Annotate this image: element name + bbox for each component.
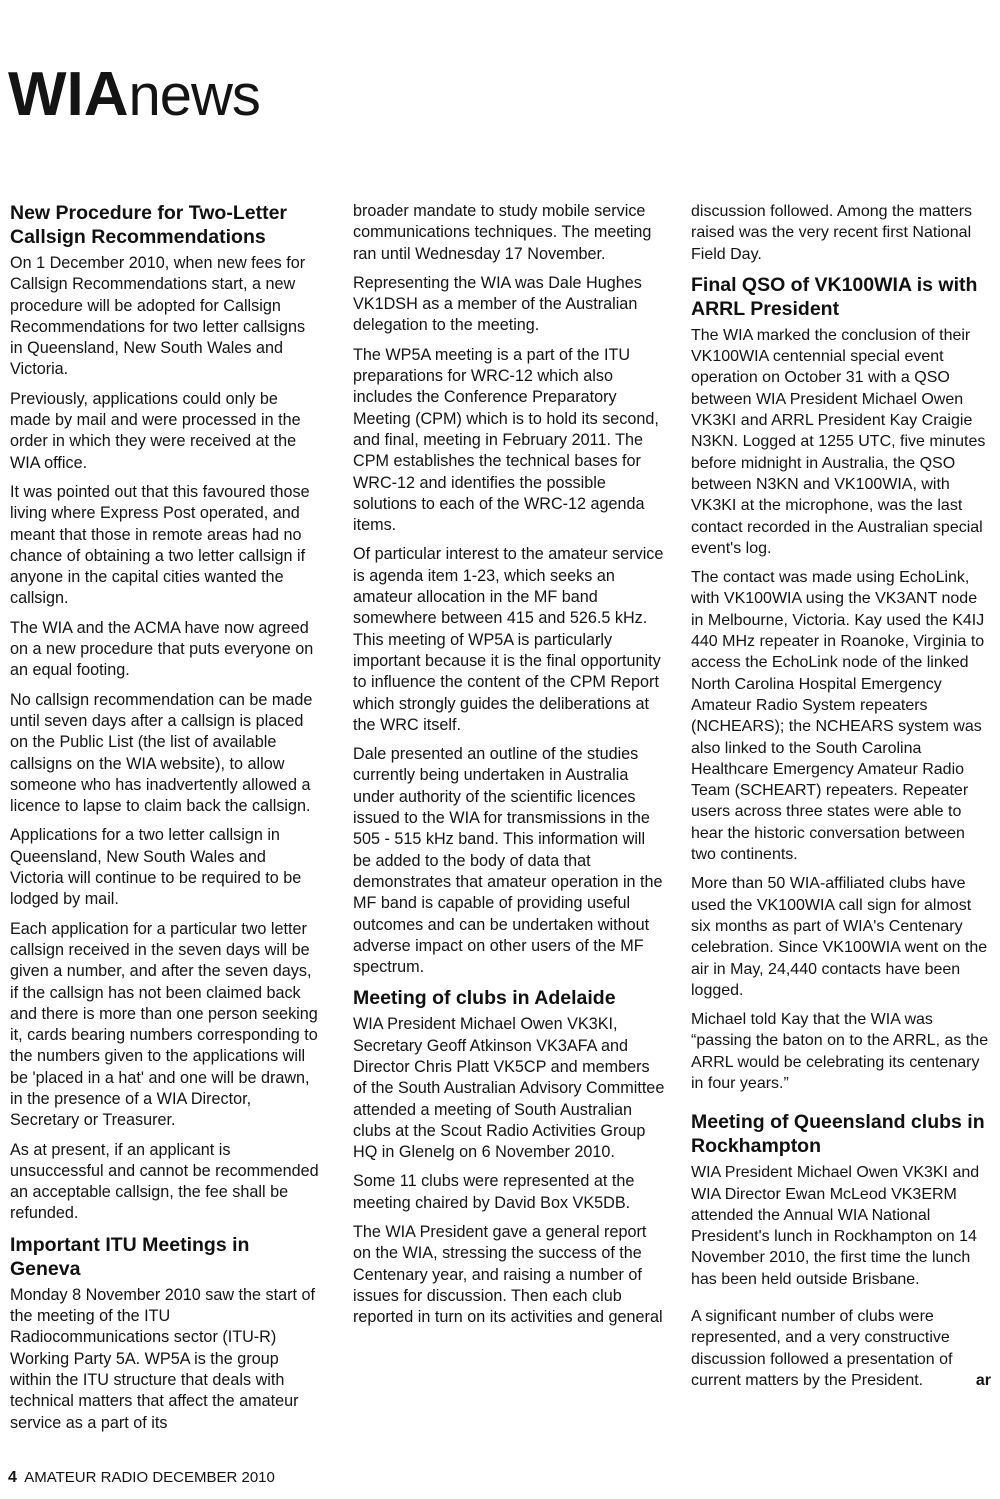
paragraph: The WIA President gave a general report on the WIA, stressing the success of the Centenary year, and raising a number of issues for discussion. Then each club reported in turn on its activities and general xyxy=(353,1223,663,1327)
paragraph: Of particular interest to the amateur service is agenda item 1-23, which seeks an amateur allocation in the MF band somewhere between 415 and 526.5 kHz. This meeting of WP5A is particularly important because it is the final opportunity to influence the content of the CPM Report which strongly guides the deliberations at the WRC itself. xyxy=(353,545,664,734)
paragraph: It was pointed out that this favoured those living where Express Post operated, and meant that those in remote areas had no chance of obtaining a two letter callsign if anyone in the capital cities wanted the callsign. xyxy=(10,482,310,608)
column-3 xyxy=(691,201,991,1399)
column-1 xyxy=(10,201,322,1442)
page-number: 4 xyxy=(8,1469,17,1486)
paragraph: discussion followed. Among the matters raised was the very recent first National Field Day. xyxy=(691,203,973,263)
paragraph: The WIA and the ACMA have now agreed on a new procedure that puts everyone on an equal footing. xyxy=(10,618,314,680)
article-heading: Meeting of Queensland clubs in Rockhampton xyxy=(691,1111,985,1158)
article-heading: Meeting of clubs in Adelaide xyxy=(353,987,616,1010)
footer-text: AMATEUR RADIO DECEMBER 2010 xyxy=(24,1469,275,1486)
paragraph-text: A significant number of clubs were represented, and a very constructive discussion followed a presentation of current matters by the President. xyxy=(691,1308,953,1389)
masthead-bold: WIA xyxy=(8,60,129,129)
paragraph-with-endmark xyxy=(691,1306,991,1391)
column-2 xyxy=(353,201,665,1337)
paragraph: More than 50 WIA-affiliated clubs have used the VK100WIA call sign for almost six months as part of WIA's Centenary celebration. Since VK100WIA went on the air in May, 24,440 contacts have been logged. xyxy=(691,875,988,999)
paragraph: The WP5A meeting is a part of the ITU preparations for WRC-12 which also includes the Conference Preparatory Meeting (CPM) which is to hold its second, and final, meeting in February 2011. The CPM establishes the technical bases for WRC-12 and identifies the possible solutions to each of the WRC-12 agenda items. xyxy=(353,345,659,535)
paragraph: Each application for a particular two letter callsign received in the seven days will be given a number, and after the seven days, if the callsign has not been claimed back and there is more than one person seeking it, cards bearing numbers corresponding to the numbers given to the applications will be 'placed in a hat' and one will be drawn, in the presence of a WIA Director, Secretary or Treasurer. xyxy=(10,919,318,1130)
paragraph: Dale presented an outline of the studies currently being undertaken in Australia under authority of the scientific licences issued to the WIA for transmissions in the 505 - 515 kHz band. This information will be added to the body of data that demonstrates that amateur operation in the MF band is capable of providing useful outcomes and can be undertaken without adverse impact on other users of the MF spectrum. xyxy=(353,745,663,977)
paragraph: On 1 December 2010, when new fees for Callsign Recommendations start, a new procedure will be adopted for Callsign Recommendations for two letter callsigns in Queensland, New South Wales and Victoria. xyxy=(10,254,306,379)
paragraph: No callsign recommendation can be made until seven days after a callsign is placed on the Public List (the list of available callsigns on the WIA website), to allow someone who has inadvertently allowed a licence to lapse to claim back the callsign. xyxy=(10,690,313,816)
article-heading: New Procedure for Two-Letter Callsign Recommendations xyxy=(10,202,288,248)
article-heading: Final QSO of VK100WIA is with ARRL President xyxy=(691,273,978,320)
paragraph: Some 11 clubs were represented at the meeting chaired by David Box VK5DB. xyxy=(353,1172,635,1212)
paragraph: The WIA marked the conclusion of their VK100WIA centennial special event operation on October 31 with a QSO between WIA President Michael Owen VK3KI and ARRL President Kay Craigie N3KN. Logged at 1255 UTC, five minutes before midnight in Australia, the QSO between N3KN and VK100WIA, with VK3KI at the microphone, was the last contact recorded in the Australian special event's log. xyxy=(691,326,986,557)
paragraph: As at present, if an applicant is unsuccessful and cannot be recommended an acceptable callsign, the fee shall be refunded. xyxy=(10,1140,319,1223)
paragraph: The contact was made using EchoLink, with VK100WIA using the VK3ANT node in Melbourne, Victoria. Kay used the K4IJ 440 MHz repeater in Roanoke, Virginia to access the EchoLink node of the linked North Carolina Hospital Emergency Amateur Radio System repeaters (NCHEARS); the NCHEARS system was also linked to the South Carolina Healthcare Emergency Amateur Radio Team (SCHEART) repeaters. Repeater users across three states were able to hear the historic conversation between two continents. xyxy=(691,569,985,864)
end-mark: ar xyxy=(975,1371,991,1389)
paragraph: Michael told Kay that the WIA was “passing the baton on to the ARRL, as the ARRL would be celebrating its centenary in four years.” xyxy=(691,1011,989,1092)
paragraph: Previously, applications could only be made by mail and were processed in the order in which they were received at the WIA office. xyxy=(10,389,301,472)
masthead-light: news xyxy=(128,63,260,128)
page-footer xyxy=(8,1469,275,1487)
paragraph: Representing the WIA was Dale Hughes VK1DSH as a member of the Australian delegation to the meeting. xyxy=(353,273,642,335)
paragraph: WIA President Michael Owen VK3KI, Secretary Geoff Atkinson VK3AFA and Director Chris Platt VK5CP and members of the South Australian Advisory Committee attended a meeting of South Australian clubs at the Scout Radio Activities Group HQ in Glenelg on 6 November 2010. xyxy=(353,1015,665,1162)
paragraph: WIA President Michael Owen VK3KI and WIA Director Ewan McLeod VK3ERM attended the Annual WIA National President's lunch in Rockhampton on 14 November 2010, the first time the lunch has been held outside Brisbane. xyxy=(691,1164,980,1288)
paragraph: broader mandate to study mobile service communications techniques. The meeting ran until Wednesday 17 November. xyxy=(353,202,652,263)
masthead-title xyxy=(8,60,260,131)
paragraph: Applications for a two letter callsign in Queensland, New South Wales and Victoria will continue to be required to be lodged by mail. xyxy=(10,826,302,909)
article-heading: Important ITU Meetings in Geneva xyxy=(10,1233,250,1280)
paragraph: Monday 8 November 2010 saw the start of the meeting of the ITU Radiocommunications sector (ITU-R) Working Party 5A. WP5A is the group within the ITU structure that deals with technical matters that affect the amateur service as a part of its xyxy=(10,1285,316,1432)
